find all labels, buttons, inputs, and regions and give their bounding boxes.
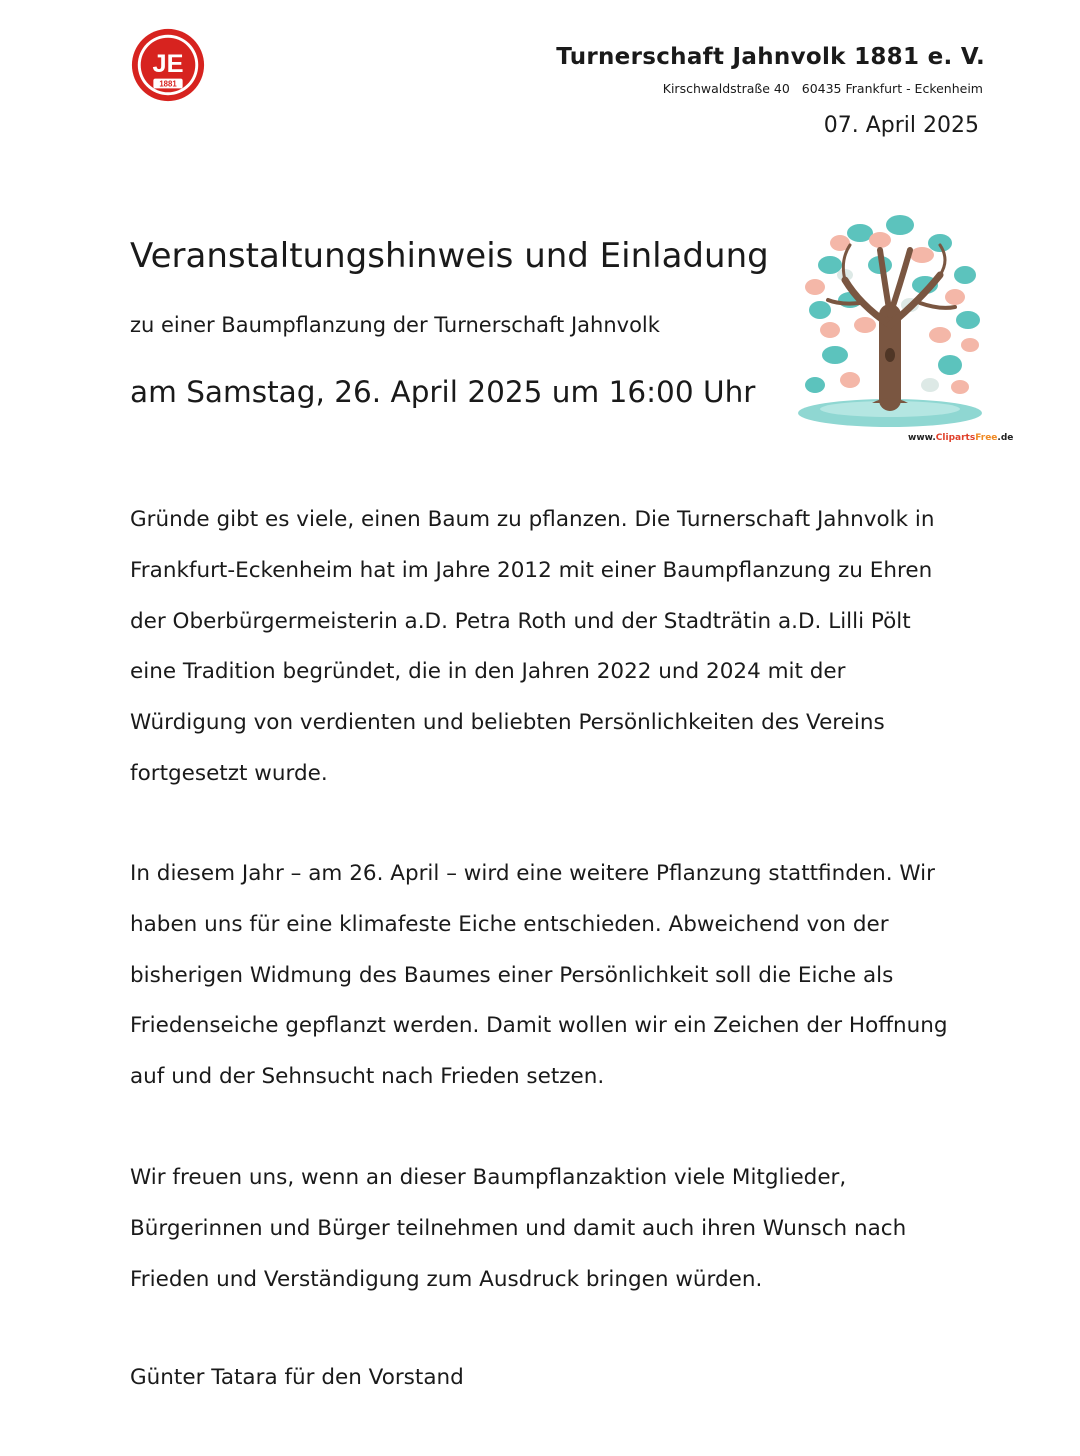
paragraph-line: fortgesetzt wurde. <box>130 760 328 786</box>
paragraph-line: bisherigen Widmung des Baumes einer Persönlichkeit soll die Eiche als <box>130 962 894 988</box>
event-title: Veranstaltungshinweis und Einladung <box>130 236 769 276</box>
paragraph-line: Frankfurt-Eckenheim hat im Jahre 2012 mit einer Baumpflanzung zu Ehren <box>130 557 933 583</box>
signature: Günter Tatara für den Vorstand <box>130 1365 464 1390</box>
credit-free: Free <box>975 433 998 443</box>
credit-clip: Cliparts <box>935 433 976 443</box>
paragraph-line: Gründe gibt es viele, einen Baum zu pflanzen. Die Turnerschaft Jahnvolk in <box>130 507 935 532</box>
credit-prefix: www. <box>908 433 936 443</box>
paragraph-line: Würdigung von verdienten und beliebten Persönlichkeiten des Vereins <box>130 710 885 736</box>
paragraph-line: eine Tradition begründet, die in den Jahren 2022 und 2024 mit der <box>130 659 846 685</box>
paragraph-line: auf und der Sehnsucht nach Frieden setzen. <box>130 1064 605 1090</box>
tree-illustration <box>790 205 990 433</box>
event-datetime: am Samstag, 26. April 2025 um 16:00 Uhr <box>130 375 756 409</box>
organization-address: Kirschwaldstraße 40 60435 Frankfurt - Eckenheim <box>662 81 983 96</box>
paragraph-line: Frieden und Verständigung zum Ausdruck bringen würden. <box>130 1266 763 1292</box>
clipart-credit <box>908 433 1013 443</box>
body-paragraph-3 <box>130 1153 1000 1305</box>
paragraph-line: der Oberbürgermeisterin a.D. Petra Roth und der Stadträtin a.D. Lilli Pölt <box>130 608 911 634</box>
body-paragraph-1 <box>130 495 1000 800</box>
organization-name: Turnerschaft Jahnvolk 1881 e. V. <box>556 44 985 70</box>
paragraph-line: In diesem Jahr – am 26. April – wird eine weitere Pflanzung stattfinden. Wir <box>130 861 935 886</box>
credit-suffix: .de <box>997 433 1014 443</box>
paragraph-line: Wir freuen uns, wenn an dieser Baumpflanzaktion viele Mitglieder, <box>130 1165 847 1190</box>
event-subtitle: zu einer Baumpflanzung der Turnerschaft Jahnvolk <box>130 313 660 337</box>
logo-year: 1881 <box>159 79 177 89</box>
logo-letters: JE <box>152 49 184 78</box>
paragraph-line: Friedenseiche gepflanzt werden. Damit wollen wir ein Zeichen der Hoffnung <box>130 1013 948 1039</box>
club-logo <box>129 26 207 104</box>
letter-date: 07. April 2025 <box>823 113 979 138</box>
paragraph-line: haben uns für eine klimafeste Eiche entschieden. Abweichend von der <box>130 911 889 937</box>
paragraph-line: Bürgerinnen und Bürger teilnehmen und damit auch ihren Wunsch nach <box>130 1215 907 1241</box>
body-paragraph-2 <box>130 849 1000 1103</box>
